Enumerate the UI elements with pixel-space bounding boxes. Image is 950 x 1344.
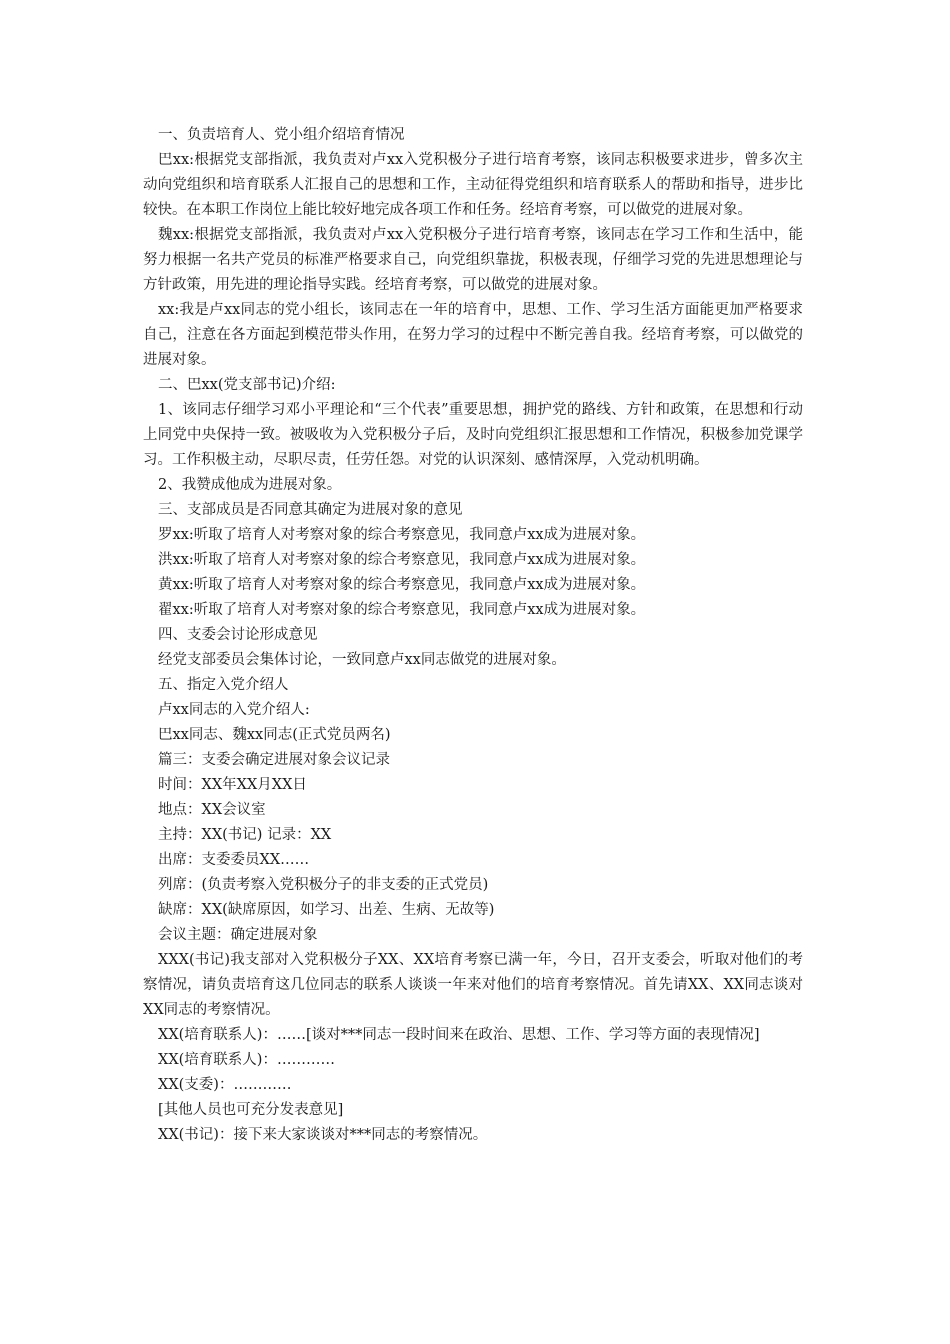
meeting-time: 时间：XX年XX月XX日: [158, 777, 307, 793]
paragraph-committee-member: XX(支委)：…………: [158, 1077, 292, 1093]
section-heading-3: 三、支部成员是否同意其确定为进展对象的意见: [158, 502, 463, 518]
section-heading-2: 二、巴xx(党支部书记)介绍:: [158, 377, 336, 393]
paragraph-contact-person-2: XX(培育联系人)：…………: [158, 1052, 335, 1068]
paragraph-hong-opinion: 洪xx:听取了培育人对考察对象的综合考察意见，我同意卢xx成为进展对象。: [158, 552, 646, 568]
section-heading-5: 五、指定入党介绍人: [158, 677, 289, 693]
paragraph-group-leader-report: xx:我是卢xx同志的党小组长，该同志在一年的培育中，思想、工作、学习生活方面能更加严格要求自己，注意在各方面起到模范带头作用，在努力学习的过程中不断完善自我。经培育考察，可以做党的进展对象。: [143, 302, 803, 368]
meeting-observers: 列席：(负责考察入党积极分子的非支委的正式党员): [158, 877, 489, 893]
part-three-title: 篇三：支委会确定进展对象会议记录: [158, 752, 390, 768]
paragraph-secretary-opening: XXX(书记)我支部对入党积极分子XX、XX培育考察已满一年，今日，召开支委会，听取对他们的考察情况，请负责培育这几位同志的联系人谈谈一年来对他们的培育考察情况。首先请XX、XX同志谈对XX同志的考察情况。: [143, 952, 803, 1018]
paragraph-wei-report: 魏xx:根据党支部指派，我负责对卢xx入党积极分子进行培育考察，该同志在学习工作和生活中，能努力根据一名共产党员的标准严格要求自己，向党组织靠拢，积极表现，仔细学习党的先进思想理论与方针政策，用先进的理论指导实践。经培育考察，可以做党的进展对象。: [143, 227, 803, 293]
paragraph-huang-opinion: 黄xx:听取了培育人对考察对象的综合考察意见，我同意卢xx成为进展对象。: [158, 577, 646, 593]
paragraph-introducers-names: 巴xx同志、魏xx同志(正式党员两名): [158, 727, 391, 743]
paragraph-committee-decision: 经党支部委员会集体讨论，一致同意卢xx同志做党的进展对象。: [158, 652, 566, 668]
meeting-host: 主持：XX(书记) 记录：XX: [158, 827, 332, 843]
meeting-topic: 会议主题：确定进展对象: [158, 927, 318, 943]
paragraph-others-note: [其他人员也可充分发表意见]: [158, 1102, 344, 1118]
meeting-absentees: 缺席：XX(缺席原因，如学习、出差、生病、无故等): [158, 902, 495, 918]
paragraph-secretary-next: XX(书记)：接下来大家谈谈对***同志的考察情况。: [158, 1127, 488, 1143]
section-heading-4: 四、支委会讨论形成意见: [158, 627, 318, 643]
paragraph-secretary-point-2: 2、我赞成他成为进展对象。: [158, 477, 342, 493]
paragraph-luo-opinion: 罗xx:听取了培育人对考察对象的综合考察意见，我同意卢xx成为进展对象。: [158, 527, 646, 543]
meeting-location: 地点：XX会议室: [158, 802, 266, 818]
paragraph-secretary-point-1: 1、该同志仔细学习邓小平理论和“三个代表”重要思想，拥护党的路线、方针和政策，在思想和行动上同党中央保持一致。被吸收为入党积极分子后，及时向党组织汇报思想和工作情况，积极参加党课学习。工作积极主动，尽职尽责，任劳任怨。对党的认识深刻、感情深厚，入党动机明确。: [143, 402, 803, 468]
paragraph-introducers-label: 卢xx同志的入党介绍人:: [158, 702, 310, 718]
document-page: [143, 123, 803, 1148]
meeting-attendees: 出席：支委委员XX……: [158, 852, 310, 868]
section-heading-1: 一、负责培育人、党小组介绍培育情况: [158, 127, 405, 143]
paragraph-ba-report: 巴xx:根据党支部指派，我负责对卢xx入党积极分子进行培育考察，该同志积极要求进步，曾多次主动向党组织和培育联系人汇报自己的思想和工作，主动征得党组织和培育联系人的帮助和指导，进步比较快。在本职工作岗位上能比较好地完成各项工作和任务。经培育考察，可以做党的进展对象。: [143, 152, 803, 218]
paragraph-zhai-opinion: 翟xx:听取了培育人对考察对象的综合考察意见，我同意卢xx成为进展对象。: [158, 602, 646, 618]
paragraph-contact-person-1: XX(培育联系人)：……[谈对***同志一段时间来在政治、思想、工作、学习等方面的表现情况]: [158, 1027, 760, 1043]
